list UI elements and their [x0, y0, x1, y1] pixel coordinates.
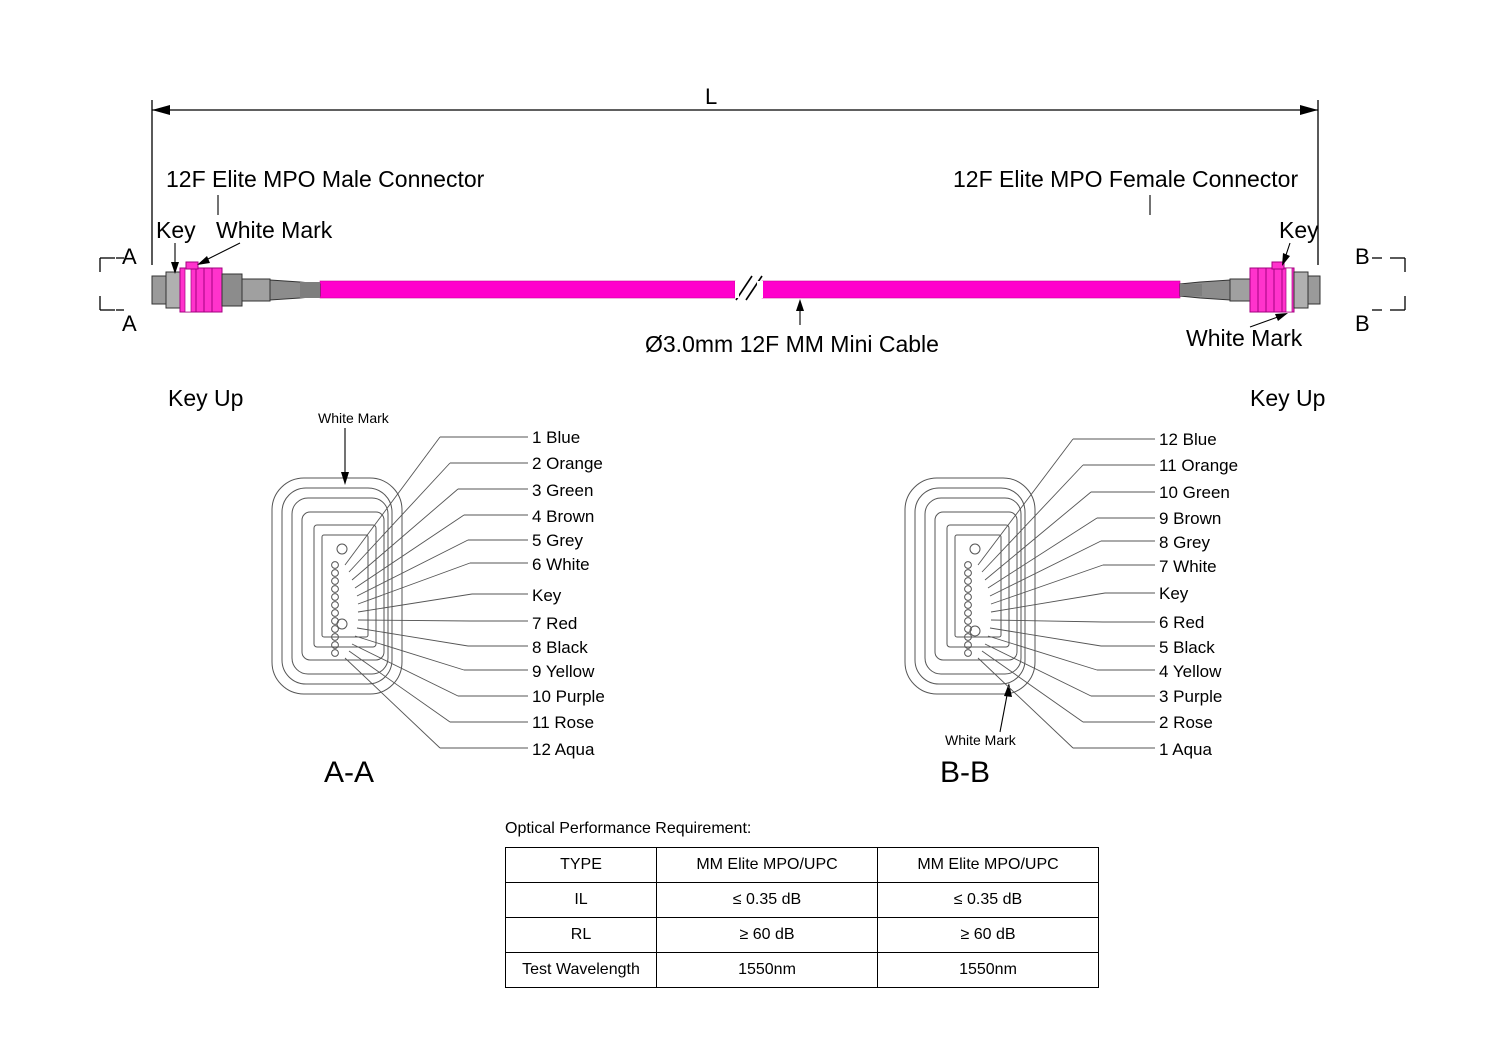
- table-cell: Test Wavelength: [506, 953, 657, 988]
- section-a-fiber-label: 6 White: [532, 555, 590, 574]
- section-b-fiber-label: 1 Aqua: [1159, 740, 1212, 759]
- section-mark-b: [1372, 258, 1405, 310]
- section-a-fiber-label: 2 Orange: [532, 454, 603, 473]
- section-b-fiber-label: 10 Green: [1159, 483, 1230, 502]
- section-a-leaders: [345, 437, 528, 748]
- table-cell: 1550nm: [657, 953, 878, 988]
- right-key-label: Key: [1279, 217, 1319, 243]
- right-connector: [1180, 262, 1320, 312]
- section-b-leaders: [978, 439, 1155, 748]
- table-cell: RL: [506, 918, 657, 953]
- section-b-white-mark-leader: [1000, 683, 1012, 732]
- cable-leader: [796, 299, 804, 325]
- section-a-white-mark-leader: [341, 428, 349, 485]
- cable-body: [320, 276, 1180, 300]
- table-row: [506, 883, 1099, 918]
- table-cell: 1550nm: [878, 953, 1099, 988]
- optical-performance-title: Optical Performance Requirement:: [505, 820, 752, 837]
- right-white-mark-label: White Mark: [1186, 325, 1303, 351]
- section-a-fiber-label: 1 Blue: [532, 428, 581, 447]
- section-mark-a: [100, 258, 124, 310]
- section-b-fiber-label: 12 Blue: [1159, 430, 1217, 449]
- section-a-fiber-label: 7 Red: [532, 614, 578, 633]
- section-mark-b-bottom-label: B: [1355, 311, 1370, 336]
- section-b-key-up-label: Key Up: [1250, 385, 1326, 411]
- section-a-fiber-label: 10 Purple: [532, 687, 605, 706]
- section-b-fiber-label: 4 Yellow: [1159, 662, 1222, 681]
- section-a-fiber-label: 11 Rose: [532, 713, 595, 732]
- section-b-fiber-label: 11 Orange: [1159, 456, 1239, 475]
- table-header-cell: TYPE: [506, 848, 657, 883]
- table-cell: ≤ 0.35 dB: [657, 883, 878, 918]
- section-b-caption: B-B: [940, 756, 991, 789]
- section-a-fiber-label: 4 Brown: [532, 507, 595, 526]
- section-b-white-mark-label: White Mark: [945, 732, 1016, 748]
- table-cell: ≤ 0.35 dB: [878, 883, 1099, 918]
- left-connector: [152, 262, 320, 312]
- table-cell: ≥ 60 dB: [657, 918, 878, 953]
- section-b-fiber-label: 7 White: [1159, 557, 1217, 576]
- section-a-fiber-label: Key: [532, 586, 562, 605]
- section-mark-b-top-label: B: [1355, 244, 1370, 269]
- table-header-row: [506, 848, 1099, 883]
- cable-label: Ø3.0mm 12F MM Mini Cable: [645, 331, 939, 357]
- table-header-cell: MM Elite MPO/UPC: [657, 848, 878, 883]
- table-cell: ≥ 60 dB: [878, 918, 1099, 953]
- section-mark-a-bottom-label: A: [122, 311, 137, 336]
- section-a-caption: A-A: [324, 756, 375, 789]
- section-b-fiber-label: Key: [1159, 584, 1189, 603]
- table-row: [506, 953, 1099, 988]
- section-a-key-up-label: Key Up: [168, 385, 244, 411]
- section-b-fiber-label: 8 Grey: [1159, 533, 1211, 552]
- section-mark-a-top-label: A: [122, 244, 137, 269]
- section-b-fiber-label: 6 Red: [1159, 613, 1205, 632]
- section-a-fiber-label: 8 Black: [532, 638, 588, 657]
- optical-performance-table: [505, 847, 1099, 988]
- section-a-fiber-label: 12 Aqua: [532, 740, 595, 759]
- right-connector-title: 12F Elite MPO Female Connector: [953, 166, 1299, 192]
- section-b-fiber-label: 3 Purple: [1159, 687, 1223, 706]
- section-b-fiber-label: 9 Brown: [1159, 509, 1222, 528]
- table-row: [506, 918, 1099, 953]
- left-connector-title: 12F Elite MPO Male Connector: [166, 166, 485, 192]
- section-a-white-mark-label: White Mark: [318, 410, 389, 426]
- left-key-label: Key: [156, 217, 196, 243]
- dimension-label-L: L: [705, 84, 718, 109]
- section-a-fiber-label: 9 Yellow: [532, 662, 595, 681]
- section-b-fiber-label: 5 Black: [1159, 638, 1215, 657]
- section-b-connector-face: [905, 478, 1035, 694]
- section-a-connector-face: [272, 478, 402, 694]
- section-b-fiber-label: 2 Rose: [1159, 713, 1213, 732]
- section-a-fiber-label: 3 Green: [532, 481, 594, 500]
- right-callout-leaders: [1150, 195, 1290, 327]
- left-white-mark-label: White Mark: [216, 217, 333, 243]
- section-a-fiber-label: 5 Grey: [532, 531, 584, 550]
- table-cell: IL: [506, 883, 657, 918]
- table-header-cell: MM Elite MPO/UPC: [878, 848, 1099, 883]
